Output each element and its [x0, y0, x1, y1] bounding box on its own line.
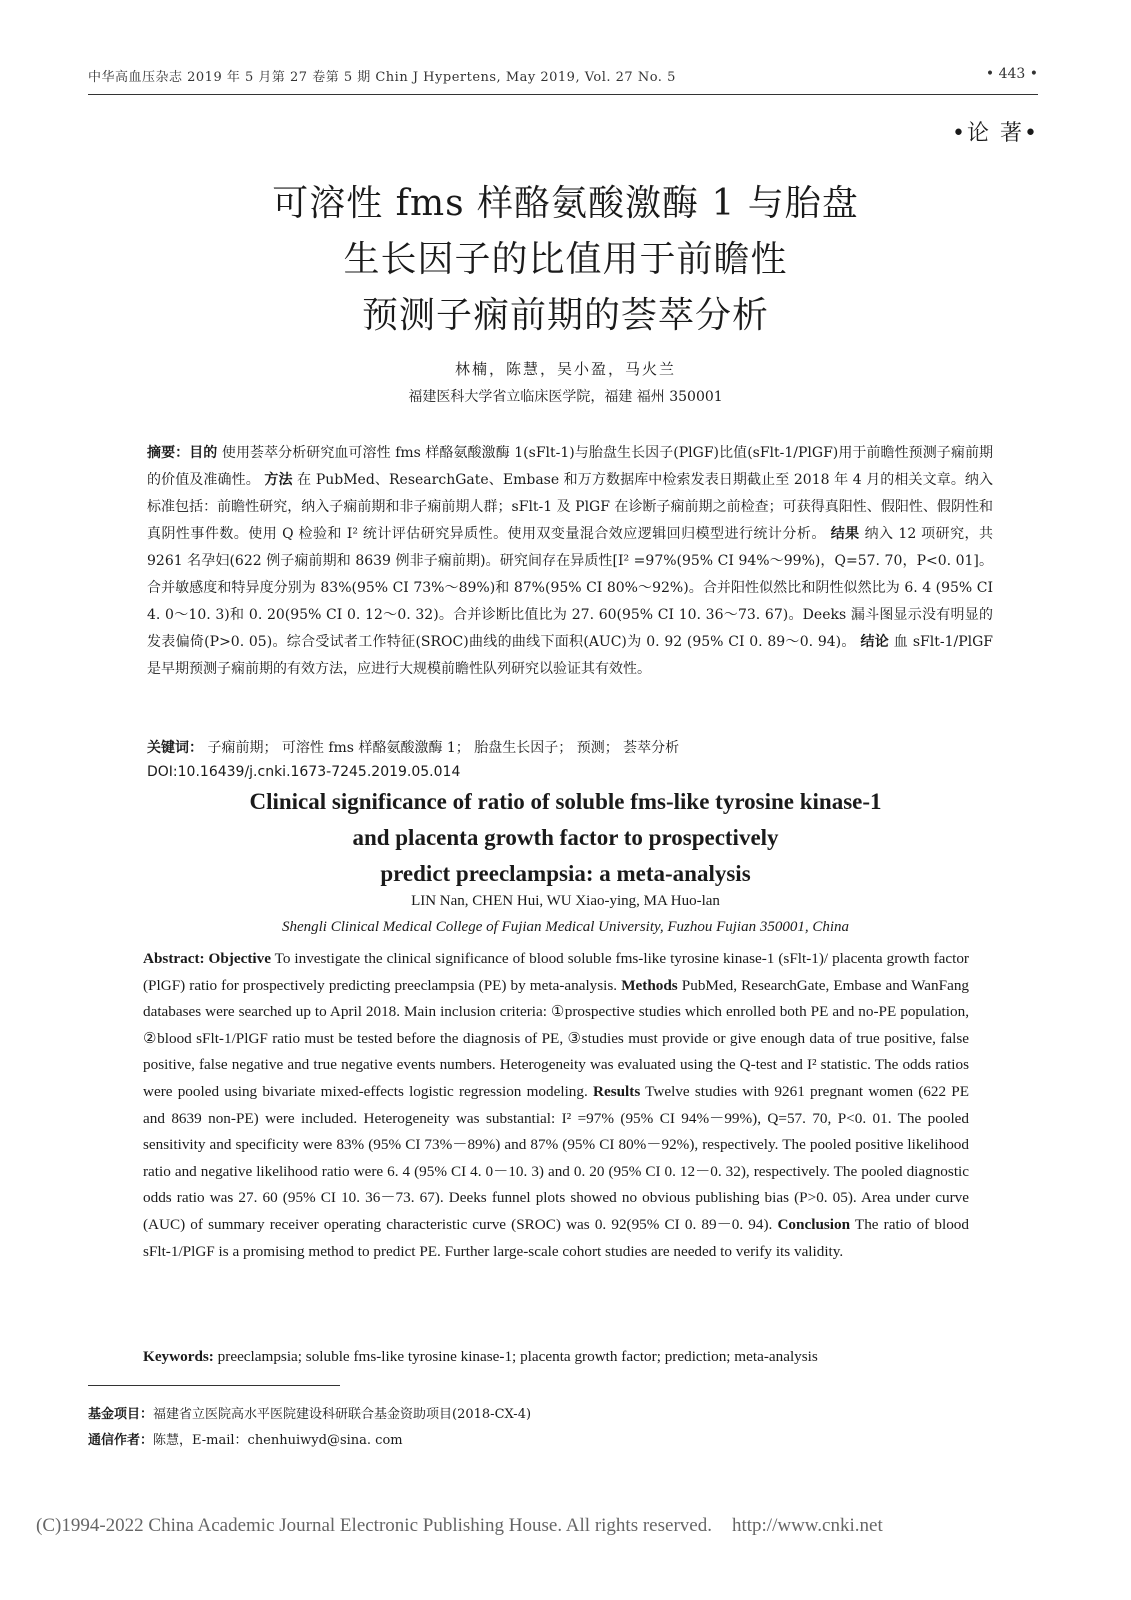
conclusion-text: The ratio of blood sFlt-1/PlGF is a promising method to predict PE. Further large-scale cohort studies are needed to verify its validity. [143, 1215, 969, 1260]
chinese-authors: 林楠，陈慧，吴小盈，马火兰 [454, 360, 676, 378]
chinese-title [0, 176, 1131, 344]
keywords-text: preeclampsia; soluble fms-like tyrosine kinase-1; placenta growth factor; prediction; meta-analysis [217, 1348, 818, 1365]
keywords-label: Keywords: [143, 1348, 214, 1365]
copyright-notice [36, 1515, 883, 1537]
conclusion-label: Conclusion [777, 1215, 851, 1233]
chinese-title-line: 预测子痫前期的荟萃分析 [361, 295, 769, 336]
abstract-label: 摘要： [147, 445, 190, 461]
footnotes [88, 1402, 531, 1454]
page-number: • 443 • [985, 66, 1038, 82]
running-header [88, 66, 1038, 90]
doi: DOI:10.16439/j.cnki.1673-7245.2019.05.014 [147, 764, 461, 780]
copyright-text: (C)1994-2022 China Academic Journal Electronic Publishing House. All rights reserved. [36, 1515, 712, 1536]
english-keywords [143, 1345, 969, 1369]
english-affiliation: Shengli Clinical Medical College of Fujian Medical University, Fuzhou Fujian 350001, China [281, 919, 849, 935]
methods-label: Methods [621, 976, 678, 994]
results-label: 结果 [830, 526, 860, 542]
chinese-affiliation: 福建医科大学省立临床医学院，福建 福州 350001 [408, 389, 723, 405]
keywords-label: 关键词： [147, 740, 203, 756]
journal-info: 中华高血压杂志 2019 年 5 月第 27 卷第 5 期 Chin J Hypertens, May 2019, Vol. 27 No. 5 [88, 70, 676, 85]
english-title-line: Clinical significance of ratio of soluble fms-like tyrosine kinase-1 [249, 789, 882, 814]
corresponding-text: 陈慧，E-mail：chenhuiwyd@sina. com [153, 1433, 403, 1448]
objective-text: To investigate the clinical significance of blood soluble fms-like tyrosine kinase-1 (sFlt-1)/ placenta growth factor (PlGF) ratio for prospectively predicting preeclampsia (PE) by meta-analysis. [143, 950, 969, 994]
methods-text: 在 PubMed、ResearchGate、Embase 和万方数据库中检索发表日期截止至 2018 年 4 月的相关文章。纳入标准包括：前瞻性研究，纳入子痫前期和非子痫前期人群；sFlt-1 及 PlGF 在诊断子痫前期之前检查；可获得真阳性、假阳性、假阴性和真阴性事件数。使用 Q 检验和 I² 统计评估研究异质性。使用双变量混合效应逻辑回归模型进行统计分析。 [147, 472, 994, 542]
results-label: Results [592, 1082, 641, 1100]
fund-label: 基金项目： [88, 1407, 154, 1422]
methods-text: PubMed, ResearchGate, Embase and WanFang databases were searched up to April 2018. Main inclusion criteria: ①prospective studies which enrolled both PE and no-PE population, ②blood sFlt-1/PlGF ratio must be tested before the diagnosis of PE, ③studies must provide or give enough data of true positive, false positive, false negative and true negative events numbers. Heterogeneity was evaluated using the Q-test and I² statistic. The odds ratios were pooled using bivariate mixed-effects logistic regression modeling. [143, 976, 970, 1100]
fund-text: 福建省立医院高水平医院建设科研联合基金资助项目(2018-CX-4) [153, 1407, 532, 1422]
footnote-rule [88, 1385, 340, 1386]
english-abstract [143, 946, 969, 1265]
abstract-label: Abstract: [143, 950, 205, 967]
copyright-url[interactable]: http://www.cnki.net [731, 1515, 883, 1536]
corresponding-note [88, 1428, 531, 1454]
conclusion-label: 结论 [860, 634, 890, 650]
objective-label: Objective [208, 950, 271, 967]
objective-text: 使用荟萃分析研究血可溶性 fms 样酪氨酸激酶 1(sFlt-1)与胎盘生长因子(PlGF)比值(sFlt-1/PlGF)用于前瞻性预测子痫前期的价值及准确性。 [147, 445, 994, 488]
objective-label: 目的 [189, 445, 218, 461]
english-title-line: predict preeclampsia: a meta-analysis [380, 861, 751, 886]
fund-note [88, 1402, 531, 1428]
chinese-title-line: 生长因子的比值用于前瞻性 [343, 239, 788, 280]
chinese-keywords [147, 736, 993, 760]
keywords-text: 子痫前期； 可溶性 fms 样酪氨酸激酶 1； 胎盘生长因子； 预测； 荟萃分析 [207, 740, 680, 756]
english-authors: LIN Nan, CHEN Hui, WU Xiao-ying, MA Huo-lan [411, 893, 720, 909]
methods-label: 方法 [264, 472, 293, 488]
results-text: 纳入 12 项研究，共 9261 名孕妇(622 例子痫前期和 8639 例非子痫前期)。研究间存在异质性[I² =97%(95% CI 94%～99%)，Q=57. 70，P<0. 01]。合并敏感度和特异度分别为 83%(95% CI 73%～89%)和 87%(95% CI 80%～92%)。合并阳性似然比和阴性似然比为 6. 4 (95% CI 4. 0～10. 3)和 0. 20(95% CI 0. 12～0. 32)。合并诊断比值比为 27. 60(95% CI 10. 36～73. 67)。Deeks 漏斗图显示没有明显的发表偏倚(P>0. 05)。综合受试者工作特征(SROC)曲线的曲线下面积(AUC)为 0. 92 (95% CI 0. 89～0. 94)。 [147, 526, 994, 650]
english-title-line: and placenta growth factor to prospectively [352, 825, 779, 850]
section-tag: •论 著• [952, 121, 1039, 146]
english-title [0, 784, 1131, 892]
corresponding-label: 通信作者： [88, 1433, 154, 1448]
chinese-title-line: 可溶性 fms 样酪氨酸激酶 1 与胎盘 [272, 183, 859, 224]
chinese-abstract [147, 440, 993, 683]
results-text: Twelve studies with 9261 pregnant women (622 PE and 8639 non-PE) were included. Heterogeneity was substantial: I² =97% (95% CI 94%－99%), Q=57. 70, P<0. 01. The pooled sensitivity and specificity were 83% (95% CI 73%－89%) and 87% (95% CI 80%－92%), respectively. The pooled positive likelihood ratio and negative likelihood ratio were 6. 4 (95% CI 4. 0－10. 3) and 0. 20 (95% CI 0. 12－0. 32), respectively. The pooled diagnostic odds ratio was 27. 60 (95% CI 10. 36－73. 67). Deeks funnel plots showed no obvious publishing bias (P>0. 05). Area under curve (AUC) of summary receiver operating characteristic curve (SROC) was 0. 92(95% CI 0. 89－0. 94). [143, 1082, 969, 1233]
conclusion-text: 血 sFlt-1/PlGF 是早期预测子痫前期的有效方法，应进行大规模前瞻性队列研究以验证其有效性。 [147, 634, 993, 677]
header-rule [88, 94, 1038, 95]
